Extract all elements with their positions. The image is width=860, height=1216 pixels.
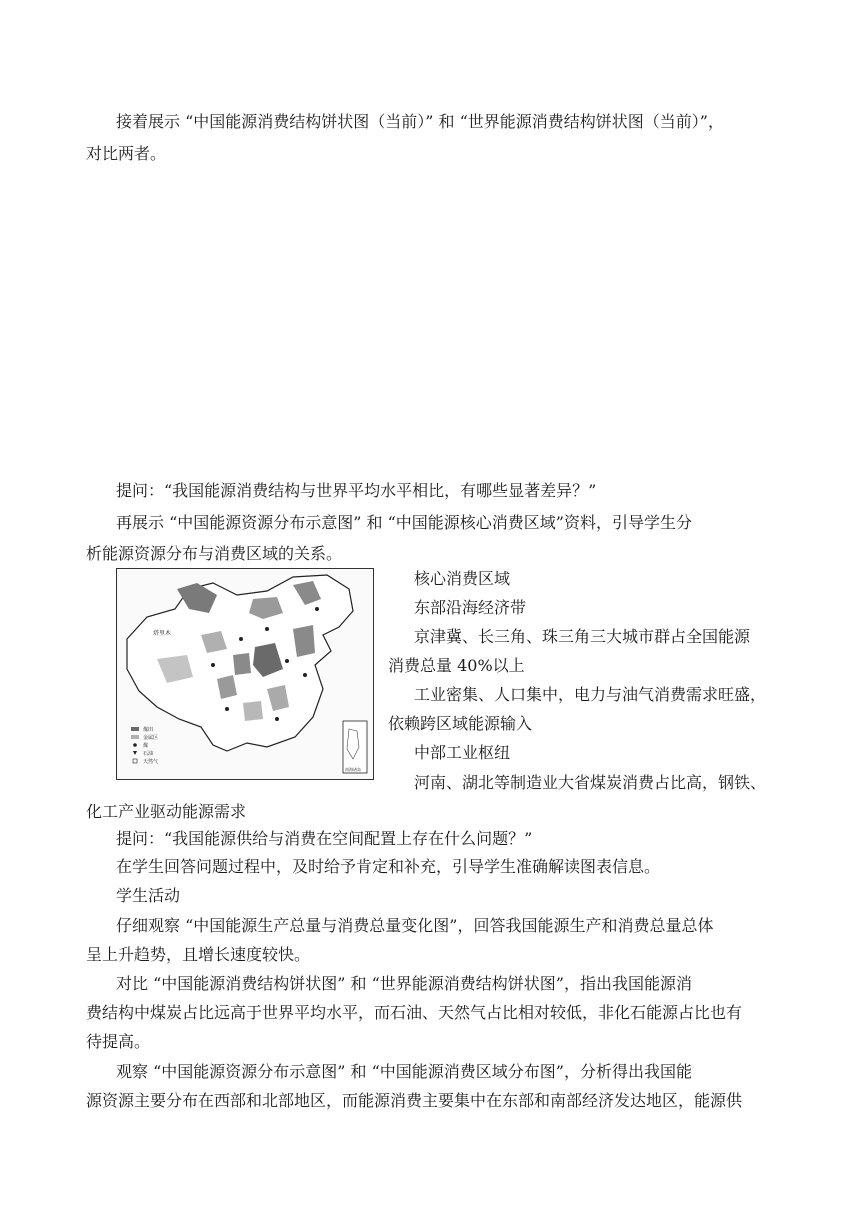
text-line: 再展示 “中国能源资源分布示意图” 和 “中国能源核心消费区域”资料，引导学生分	[116, 513, 692, 532]
side-text: 河南、湖北等制造业大省煤炭消费占比高，钢铁、	[414, 773, 767, 792]
side-text: 京津冀、长三角、珠三角三大城市群占全国能源	[414, 627, 751, 646]
text-line: 在学生回答问题过程中，及时给予肯定和补充，引导学生准确解读图表信息。	[116, 857, 661, 876]
china-energy-map	[116, 568, 374, 780]
side-subheading: 中部工业枢纽	[414, 743, 511, 762]
side-subheading: 东部沿海经济带	[414, 598, 527, 617]
section-label: 学生活动	[116, 886, 181, 905]
legend-item: 煤田	[143, 727, 154, 733]
text-line: 呈上升趋势，且增长速度较快。	[86, 945, 311, 964]
text-line: 仔细观察 “中国能源生产总量与消费总量变化图”，回答我国能源生产和消费总量总体	[116, 916, 714, 935]
text-line: 接着展示 “中国能源消费结构饼状图（当前）” 和 “世界能源消费结构饼状图（当前）”，	[116, 112, 724, 131]
map-graphic	[117, 569, 373, 779]
legend-item: 天然气	[143, 759, 159, 765]
text-line: 对比两者。	[86, 144, 167, 163]
text-line: 对比 “中国能源消费结构饼状图” 和 “世界能源消费结构饼状图”，指出我国能源消	[116, 974, 692, 993]
legend-item: 石油	[143, 751, 154, 757]
text-line: 源资源主要分布在西部和北部地区，而能源消费主要集中在东部和南部经济发达地区，能源供	[86, 1091, 743, 1110]
text-line: 费结构中煤炭占比远高于世界平均水平，而石油、天然气占比相对较低，非化石能源占比也有	[86, 1003, 743, 1022]
text-line: 观察 “中国能源资源分布示意图” 和 “中国能源消费区域分布图”，分析得出我国能	[116, 1062, 692, 1081]
question-line: 提问：“我国能源供给与消费在空间配置上存在什么问题？”	[116, 829, 533, 848]
side-text: 工业密集、人口集中，电力与油气消费需求旺盛，	[414, 685, 767, 704]
question-line: 提问：“我国能源消费结构与世界平均水平相比，有哪些显著差异？”	[116, 481, 597, 500]
legend-item: 金属区	[143, 735, 159, 741]
text-line: 析能源资源分布与消费区域的关系。	[86, 544, 343, 563]
side-text: 消费总量 40%以上	[388, 656, 525, 675]
map-inset-label: 南海诸岛	[345, 767, 361, 772]
legend-item: 煤	[143, 743, 149, 749]
text-line: 待提高。	[86, 1032, 151, 1051]
side-heading: 核心消费区域	[414, 569, 511, 588]
side-text: 化工产业驱动能源需求	[86, 802, 247, 821]
map-label: 塔里木	[153, 630, 172, 637]
side-text: 依赖跨区域能源输入	[388, 714, 533, 733]
